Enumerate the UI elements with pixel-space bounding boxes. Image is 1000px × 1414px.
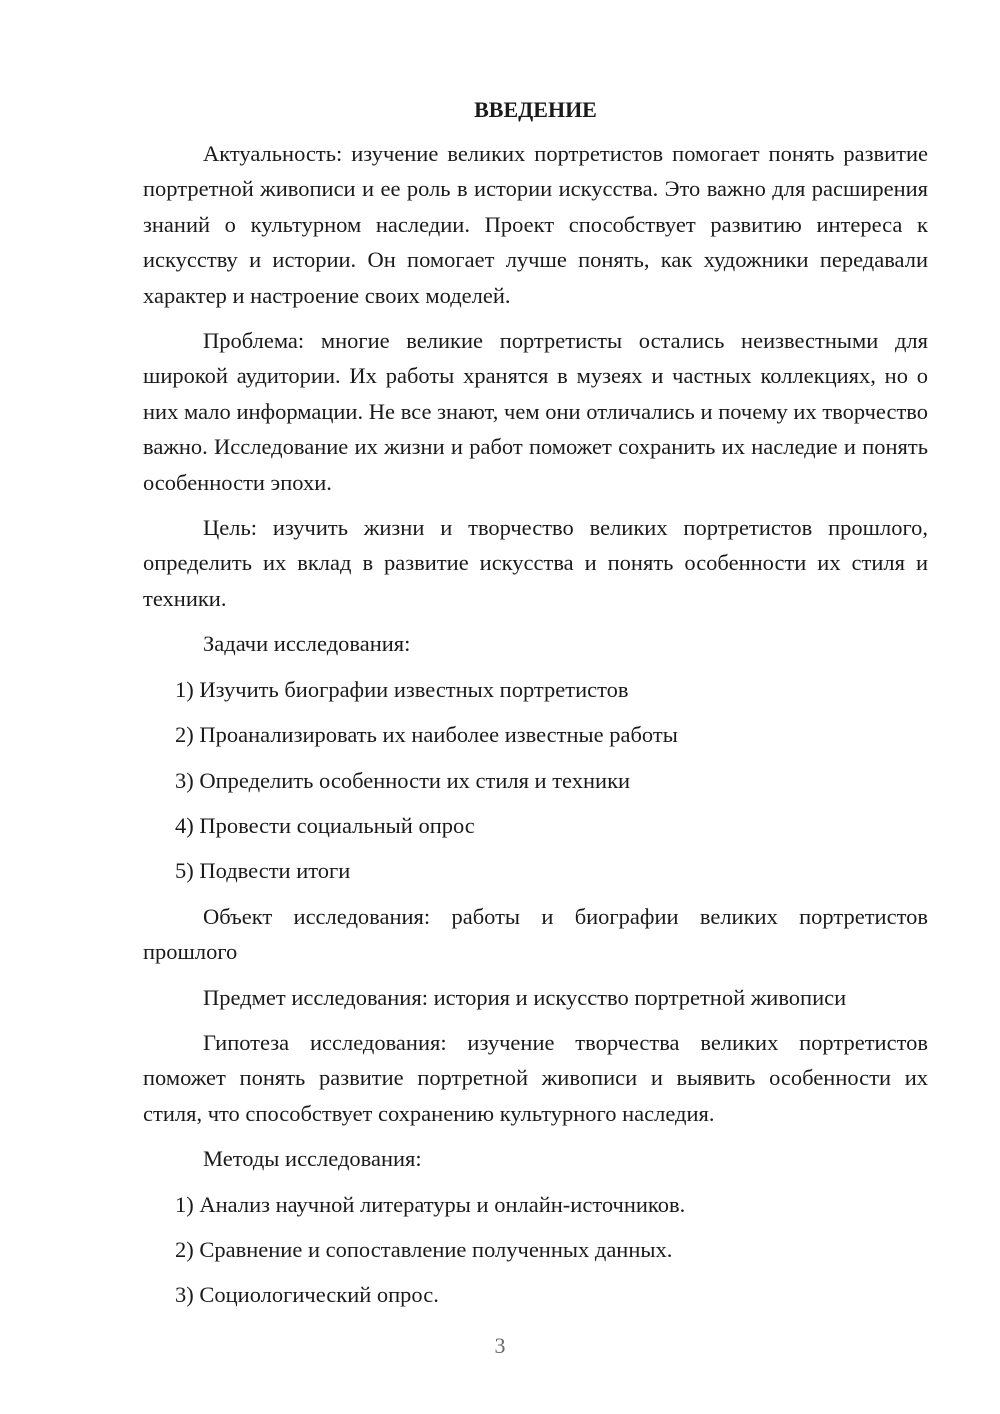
section-title: ВВЕДЕНИЕ — [474, 97, 597, 122]
list-item: 2) Сравнение и сопоставление полученных данных. — [175, 1236, 673, 1262]
list-item: 4) Провести социальный опрос — [175, 812, 475, 838]
tasks-list — [143, 672, 928, 889]
list-item: 3) Социологический опрос. — [175, 1282, 439, 1308]
list-item: 1) Изучить биографии известных портретистов — [175, 676, 629, 702]
subject-paragraph: Предмет исследования: история и искусство портретной живописи — [203, 984, 847, 1010]
tasks-heading: Задачи исследования: — [203, 631, 411, 657]
methods-heading: Методы исследования: — [203, 1146, 422, 1172]
document-page — [143, 92, 928, 1323]
list-item: 3) Определить особенности их стиля и техники — [175, 767, 631, 793]
page-number: 3 — [494, 1333, 506, 1358]
relevance-paragraph: Актуальность: изучение великих портретистов помогает понять развитие портретной живописи и ее роль в истории искусства. Это важно для расширения знаний о культурном наследии. Проект способствует развитию интереса к искусству и истории. Он помогает лучше понять, как художники передавали характер и настроение своих моделей. — [143, 141, 928, 308]
object-paragraph: Объект исследования: работы и биографии великих портретистов прошлого — [143, 903, 928, 965]
goal-paragraph: Цель: изучить жизни и творчество великих портретистов прошлого, определить их вклад в развитие искусства и понять особенности их стиля и техники. — [143, 515, 928, 611]
list-item: 5) Подвести итоги — [175, 858, 351, 884]
problem-paragraph: Проблема: многие великие портретисты остались неизвестными для широкой аудитории. Их работы хранятся в музеях и частных коллекциях, но о них мало информации. Не все знают, чем они отличались и почему их творчество важно. Исследование их жизни и работ поможет сохранить их наследие и понять особенности эпохи. — [143, 328, 928, 495]
hypothesis-paragraph: Гипотеза исследования: изучение творчества великих портретистов поможет понять развитие портретной живописи и выявить особенности их стиля, что способствует сохранению культурного наследия. — [143, 1029, 928, 1126]
list-item: 2) Проанализировать их наиболее известные работы — [175, 722, 678, 748]
list-item: 1) Анализ научной литературы и онлайн-источников. — [175, 1191, 686, 1217]
methods-list — [143, 1187, 928, 1313]
